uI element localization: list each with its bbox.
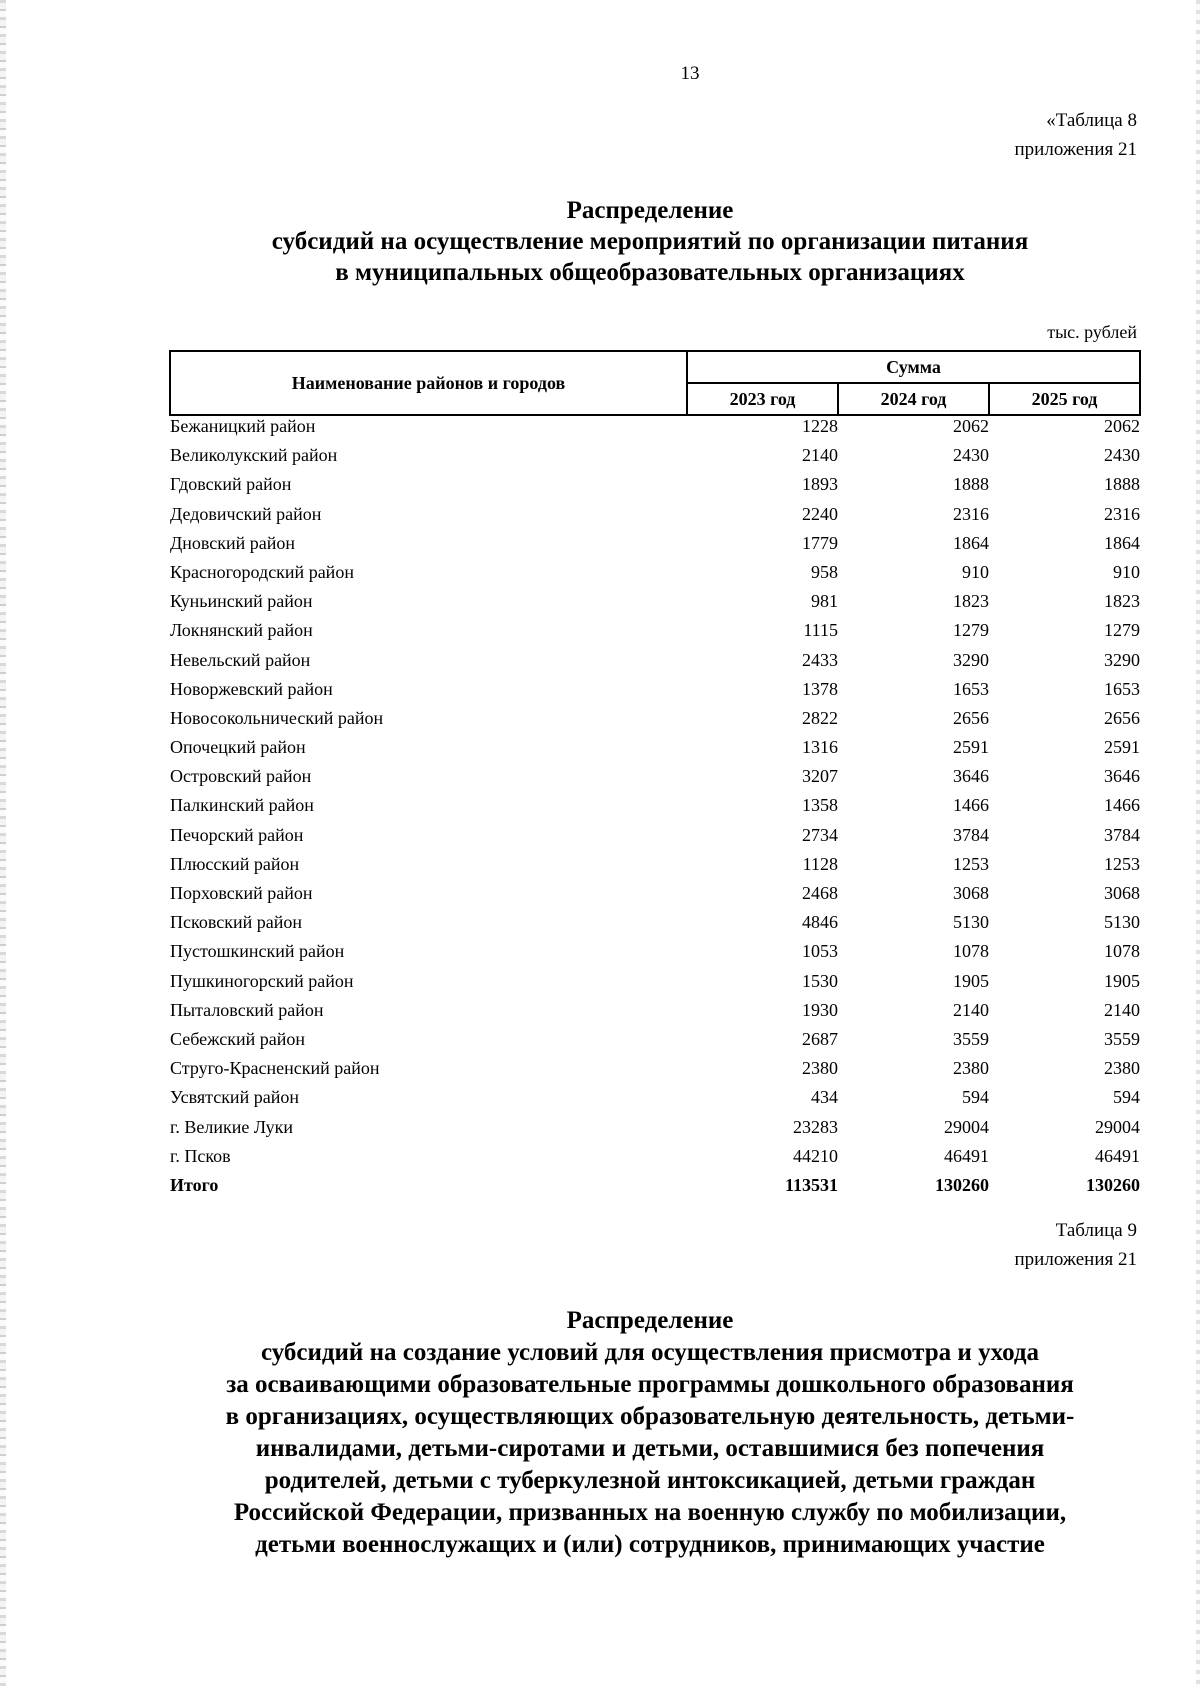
value-2025: 1279	[1104, 620, 1140, 641]
table-row	[170, 1146, 1140, 1175]
value-2025: 3068	[1104, 883, 1140, 903]
district-name: Псковский район	[170, 912, 302, 933]
value-2023: 1128	[802, 853, 838, 874]
value-2024: 2430	[953, 445, 989, 466]
district-name: Гдовский район	[170, 474, 292, 495]
table8-title	[150, 195, 1150, 288]
value-2024: 2062	[953, 416, 989, 436]
table-row	[170, 562, 1140, 591]
value-2025: 2430	[1104, 445, 1140, 466]
district-name: Локнянский район	[170, 620, 313, 641]
district-name: Дновский район	[170, 532, 296, 553]
table-row	[170, 825, 1140, 854]
total-2024: 130260	[935, 1174, 989, 1195]
value-2024: 1279	[953, 620, 989, 641]
table9-title-line5: инвалидами, детьми-сиротами и детьми, оставшимися без попечения	[255, 1435, 1045, 1462]
value-2023: 1893	[802, 474, 838, 495]
district-name: Новоржевский район	[170, 678, 333, 699]
value-2025: 1888	[1104, 474, 1140, 495]
table9-title-line1: Распределение	[566, 1307, 734, 1334]
value-2023: 1378	[802, 678, 838, 699]
district-name: Невельский район	[170, 649, 311, 670]
value-2024: 1905	[953, 970, 989, 991]
table-row	[170, 504, 1140, 533]
table-row	[170, 941, 1140, 970]
value-2024: 1653	[953, 678, 989, 699]
value-2025: 2140	[1104, 999, 1140, 1020]
value-2023: 2433	[802, 649, 838, 670]
district-name: Опочецкий район	[170, 737, 306, 758]
value-2025: 1864	[1104, 532, 1140, 553]
district-name: Струго-Красненский район	[170, 1058, 380, 1079]
district-name: Куньинский район	[170, 591, 313, 612]
value-2024: 1466	[953, 795, 989, 816]
value-2023: 958	[811, 561, 838, 582]
value-2025: 3290	[1104, 649, 1140, 670]
table-row	[170, 620, 1140, 649]
value-2024: 2140	[953, 999, 989, 1020]
value-2023: 2822	[802, 707, 838, 728]
value-2024: 2591	[953, 737, 989, 758]
table9-ref-line2: приложения 21	[1014, 1249, 1137, 1270]
table9-title-line6: родителей, детьми с туберкулезной интоксикацией, детьми граждан	[264, 1467, 1036, 1494]
value-2023: 2734	[802, 824, 838, 845]
district-name: Бежаницкий район	[170, 416, 316, 436]
table9-reference	[1015, 1216, 1137, 1274]
value-2024: 594	[962, 1087, 989, 1108]
value-2025: 3559	[1104, 1028, 1140, 1049]
value-2025: 1653	[1104, 678, 1140, 699]
scan-edge-right	[1196, 0, 1200, 1686]
value-2024: 1823	[953, 591, 989, 612]
value-2024: 46491	[944, 1145, 989, 1166]
value-2024: 3646	[953, 766, 989, 787]
value-2023: 1115	[803, 620, 838, 641]
value-2025: 29004	[1095, 1116, 1140, 1137]
table-row	[170, 854, 1140, 883]
value-2025: 2380	[1104, 1058, 1140, 1079]
district-name: Порховский район	[170, 883, 313, 903]
value-2025: 594	[1113, 1087, 1140, 1108]
table-row	[170, 795, 1140, 824]
value-2024: 1078	[953, 941, 989, 962]
table-row	[170, 533, 1140, 562]
value-2025: 1466	[1104, 795, 1140, 816]
value-2025: 3784	[1104, 824, 1140, 845]
page-number: 13	[680, 63, 700, 84]
value-2024: 3290	[953, 649, 989, 670]
table-row	[170, 679, 1140, 708]
value-2023: 1530	[802, 970, 838, 991]
table9-title-line2: субсидий на создание условий для осуществления присмотра и ухода	[260, 1339, 1040, 1366]
value-2024: 3784	[953, 824, 989, 845]
table-row	[170, 1000, 1140, 1029]
value-2023: 1930	[802, 999, 838, 1020]
value-2025: 2062	[1104, 416, 1140, 436]
header-name: Наименование районов и городов	[170, 351, 687, 415]
value-2025: 1905	[1104, 970, 1140, 991]
value-2025: 1823	[1104, 591, 1140, 612]
value-2023: 1358	[802, 795, 838, 816]
value-2024: 29004	[944, 1116, 989, 1137]
value-2023: 2140	[802, 445, 838, 466]
value-2023: 2240	[802, 503, 838, 524]
header-sum: Сумма	[687, 351, 1140, 383]
total-2023: 113531	[784, 1174, 838, 1195]
district-name: Плюсский район	[170, 853, 300, 874]
table-row	[170, 766, 1140, 795]
table8-ref-line1: «Таблица 8	[1046, 110, 1137, 131]
district-name: г. Псков	[170, 1145, 231, 1166]
value-2023: 1228	[802, 416, 838, 436]
district-name: Себежский район	[170, 1028, 305, 1049]
value-2025: 2316	[1104, 503, 1140, 524]
table-row	[170, 737, 1140, 766]
scan-edge-left	[0, 0, 6, 1686]
value-2023: 4846	[802, 912, 838, 933]
value-2023: 2380	[802, 1058, 838, 1079]
district-name: Красногородский район	[170, 561, 354, 582]
table8-ref-line2: приложения 21	[1014, 139, 1137, 160]
district-name: Усвятский район	[170, 1087, 299, 1108]
value-2024: 3559	[953, 1028, 989, 1049]
table-row	[170, 1087, 1140, 1116]
table-row	[170, 591, 1140, 620]
value-2025: 1253	[1104, 853, 1140, 874]
value-2025: 46491	[1095, 1145, 1140, 1166]
header-year-2024: 2024 год	[838, 383, 989, 415]
value-2025: 3646	[1104, 766, 1140, 787]
value-2023: 23283	[793, 1116, 838, 1137]
value-2023: 434	[811, 1087, 838, 1108]
value-2023: 1779	[802, 532, 838, 553]
value-2025: 910	[1113, 561, 1140, 582]
table9-title-line3: за осваивающими образовательные программы дошкольного образования	[226, 1371, 1074, 1398]
distribution-table	[169, 350, 1141, 1204]
table8-reference	[1015, 106, 1137, 164]
district-name: г. Великие Луки	[170, 1116, 293, 1137]
table9-ref-line1: Таблица 9	[1055, 1220, 1137, 1241]
table8-title-line3: в муниципальных общеобразовательных организациях	[335, 259, 965, 286]
header-year-2025: 2025 год	[989, 383, 1140, 415]
table-row	[170, 415, 1140, 445]
district-name: Дедовичский район	[170, 503, 322, 524]
value-2023: 2687	[802, 1028, 838, 1049]
value-2023: 3207	[802, 766, 838, 787]
district-name: Палкинский район	[170, 795, 314, 816]
units-label: тыс. рублей	[1047, 322, 1137, 342]
value-2024: 1864	[953, 532, 989, 553]
table8-title-line2: субсидий на осуществление мероприятий по организации питания	[271, 228, 1029, 255]
value-2023: 981	[811, 591, 838, 612]
value-2025: 2591	[1104, 737, 1140, 758]
value-2023: 44210	[793, 1145, 838, 1166]
value-2024: 3068	[953, 883, 989, 903]
value-2025: 5130	[1104, 912, 1140, 933]
district-name: Новосокольнический район	[170, 707, 384, 728]
table9-title	[150, 1305, 1150, 1561]
table9-title-line7: Российской Федерации, призванных на военную службу по мобилизации,	[233, 1499, 1067, 1526]
table-row	[170, 474, 1140, 503]
header-year-2023: 2023 год	[687, 383, 838, 415]
table-row	[170, 1117, 1140, 1146]
table-row	[170, 445, 1140, 474]
district-name: Печорский район	[170, 824, 304, 845]
table-row	[170, 650, 1140, 679]
district-name: Пустошкинский район	[170, 941, 345, 962]
table9-title-line4: в организациях, осуществляющих образовательную деятельность, детьми-	[225, 1403, 1075, 1430]
value-2024: 910	[962, 561, 989, 582]
value-2025: 1078	[1104, 941, 1140, 962]
table-row	[170, 1058, 1140, 1087]
table-row	[170, 912, 1140, 941]
total-label: Итого	[170, 1174, 219, 1195]
value-2024: 2656	[953, 707, 989, 728]
value-2024: 2380	[953, 1058, 989, 1079]
value-2025: 2656	[1104, 707, 1140, 728]
value-2024: 2316	[953, 503, 989, 524]
table-row	[170, 971, 1140, 1000]
table-row	[170, 708, 1140, 737]
table9-title-line8: детьми военнослужащих и (или) сотрудников, принимающих участие	[255, 1531, 1045, 1558]
value-2023: 1316	[802, 737, 838, 758]
value-2024: 1888	[953, 474, 989, 495]
total-row	[170, 1175, 1140, 1204]
district-name: Великолукский район	[170, 445, 338, 466]
table-row	[170, 883, 1140, 912]
table8-title-line1: Распределение	[566, 197, 734, 224]
total-2025: 130260	[1086, 1174, 1140, 1195]
value-2024: 5130	[953, 912, 989, 933]
value-2024: 1253	[953, 853, 989, 874]
value-2023: 2468	[802, 883, 838, 903]
value-2023: 1053	[802, 941, 838, 962]
table-row	[170, 1029, 1140, 1058]
district-name: Островский район	[170, 766, 312, 787]
district-name: Пушкиногорский район	[170, 970, 354, 991]
district-name: Пыталовский район	[170, 999, 324, 1020]
